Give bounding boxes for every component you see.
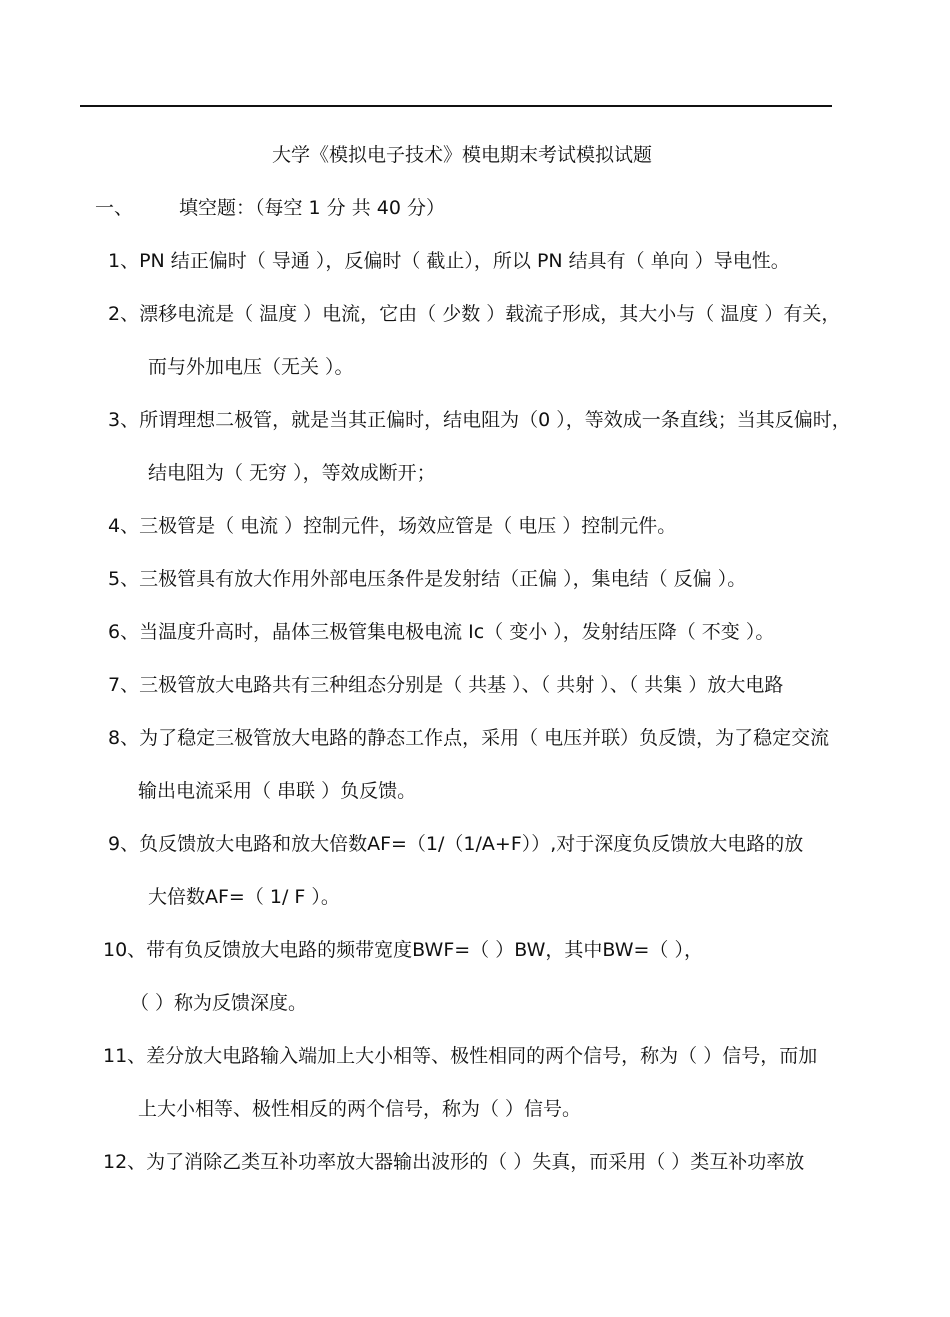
question-line: 结电阻为（ 无穷 ），等效成断开； [148, 462, 436, 484]
question-line: （ ）称为反馈深度。 [130, 992, 308, 1014]
question-line: 1、PN 结正偏时（ 导通 ），反偏时（ 截止），所以 PN 结具有（ 单向 ）导电性。 [108, 250, 790, 272]
question-line: 7、三极管放大电路共有三种组态分别是（ 共基 ）、（ 共射 ）、（ 共集 ）放大电路 [108, 674, 784, 696]
question-line: 5、三极管具有放大作用外部电压条件是发射结（正偏 ），集电结（ 反偏 ）。 [108, 568, 747, 590]
page-title: 大学《模拟电子技术》模电期末考试模拟试题 [272, 144, 653, 166]
question-line: 3、所谓理想二极管，就是当其正偏时，结电阻为（0 ），等效成一条直线；当其反偏时， [108, 409, 851, 431]
section-number: 一、 [95, 197, 134, 219]
header-rule [80, 105, 832, 107]
question-line: 12、为了消除乙类互补功率放大器输出波形的（ ）失真，而采用（ ）类互补功率放 [103, 1151, 805, 1173]
question-line: 11、差分放大电路输入端加上大小相等、极性相同的两个信号，称为（ ）信号，而加 [103, 1045, 818, 1067]
question-line: 8、为了稳定三极管放大电路的静态工作点，采用（ 电压并联）负反馈，为了稳定交流 [108, 727, 830, 749]
question-line: 大倍数AF=（ 1/ F ）。 [148, 886, 340, 908]
question-line: 输出电流采用（ 串联 ）负反馈。 [138, 780, 417, 802]
question-line: 6、当温度升高时，晶体三极管集电极电流 Ic（ 变小 ），发射结压降（ 不变 ）。 [108, 621, 775, 643]
question-line: 10、带有负反馈放大电路的频带宽度BWF=（ ）BW，其中BW=（ ）， [103, 939, 703, 961]
question-line: 而与外加电压（无关 ）。 [148, 356, 354, 378]
question-line: 9、负反馈放大电路和放大倍数AF=（1/（1/A+F））,对于深度负反馈放大电路的放 [108, 833, 804, 855]
question-line: 2、漂移电流是（ 温度 ）电流，它由（ 少数 ）载流子形成，其大小与（ 温度 ）有关， [108, 303, 841, 325]
section-heading [95, 196, 445, 220]
question-line: 上大小相等、极性相反的两个信号，称为（ ）信号。 [138, 1098, 582, 1120]
question-line: 4、三极管是（ 电流 ）控制元件，场效应管是（ 电压 ）控制元件。 [108, 515, 677, 537]
section-heading-text: 填空题：（每空 1 分 共 40 分） [179, 197, 445, 219]
